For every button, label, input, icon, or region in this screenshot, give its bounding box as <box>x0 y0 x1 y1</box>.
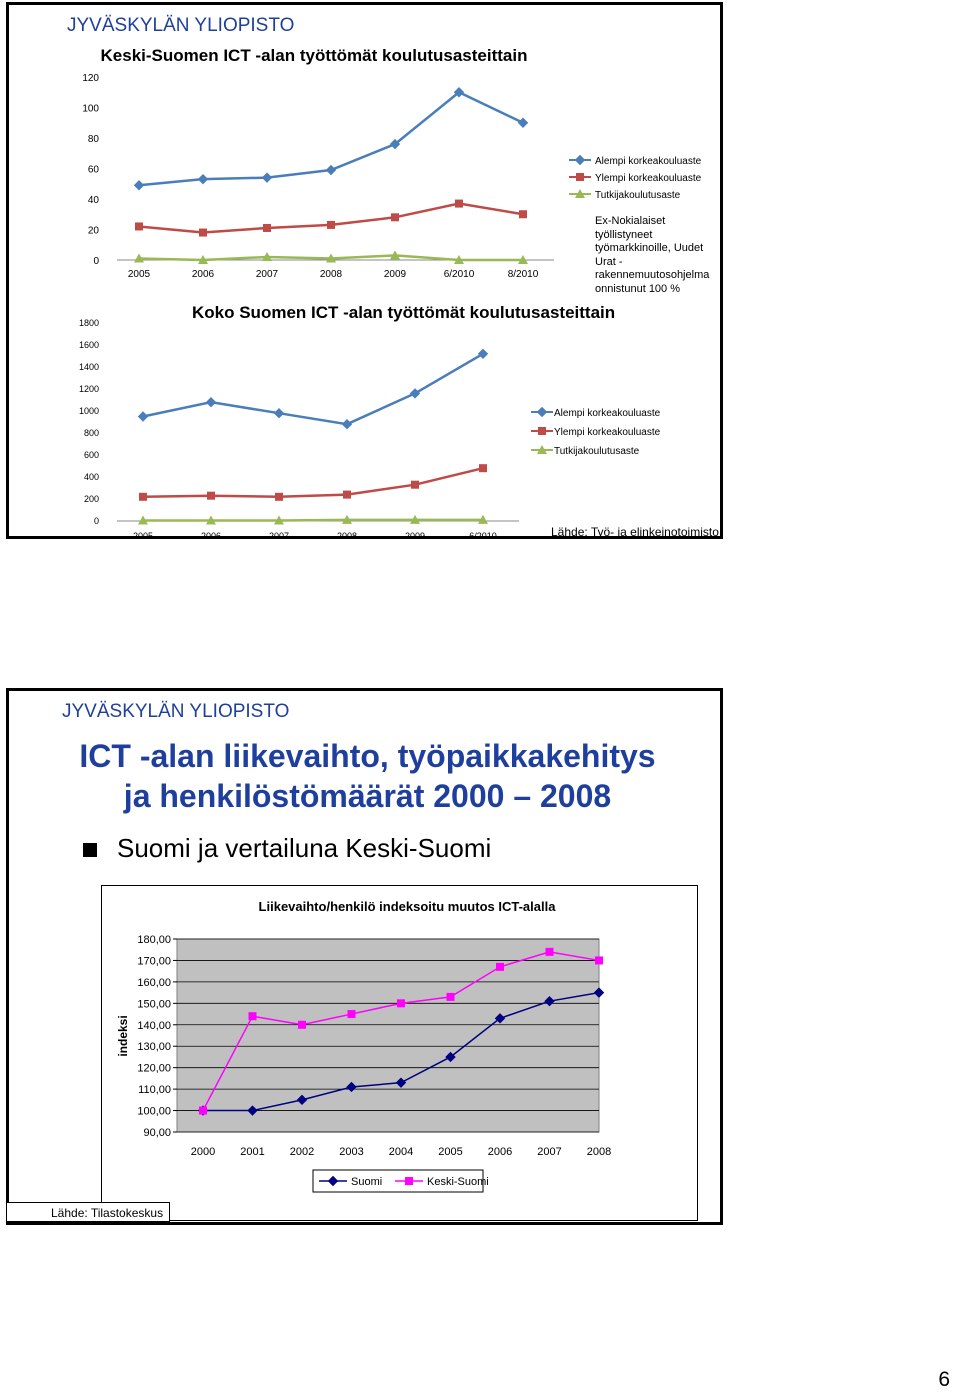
x-tick-label: 2001 <box>240 1146 265 1158</box>
x-tick-label: 2004 <box>388 1146 414 1158</box>
slide-unemployed <box>6 2 723 539</box>
data-point-1-1 <box>207 492 215 500</box>
data-point-1-8 <box>595 956 603 964</box>
y-tick-label: 140,00 <box>137 1019 171 1032</box>
page-number: 6 <box>938 1368 950 1391</box>
y-tick-label: 120 <box>82 73 99 84</box>
chart-title: Liikevaihto/henkilö indeksoitu muutos ICT-alalla <box>258 899 556 914</box>
y-tick-label: 90,00 <box>143 1127 171 1139</box>
data-point-1-3 <box>343 491 351 499</box>
data-point-1-3 <box>348 1010 356 1018</box>
x-tick-label: 2008 <box>336 531 358 541</box>
y-tick-label: 180,00 <box>137 934 171 946</box>
x-tick-label: 6/2010 <box>443 269 475 280</box>
x-tick-label: 8/2010 <box>507 269 539 280</box>
data-point-1-4 <box>411 481 419 489</box>
series-line-0 <box>143 354 483 424</box>
y-tick-label: 20 <box>87 225 99 237</box>
data-point-1-7 <box>546 948 554 956</box>
legend-label: Keski-Suomi <box>427 1176 489 1188</box>
y-tick-label: 600 <box>83 450 99 460</box>
legend-marker <box>538 427 546 435</box>
y-tick-label: 150,00 <box>137 998 171 1011</box>
x-tick-label: 2009 <box>404 531 426 541</box>
series-line-1 <box>143 468 483 497</box>
legend-label: Tutkijakoulutusaste <box>554 446 640 457</box>
data-point-1-5 <box>447 993 455 1001</box>
data-point-1-2 <box>263 224 271 232</box>
y-tick-label: 1600 <box>78 340 99 350</box>
series-line-2 <box>143 520 483 521</box>
x-tick-label: 2005 <box>438 1146 463 1158</box>
university-name: JYVÄSKYLÄN YLIOPISTO <box>62 701 290 722</box>
data-point-1-6 <box>519 210 527 218</box>
x-tick-label: 6/2010 <box>469 531 497 541</box>
y-tick-label: 130,00 <box>137 1041 171 1054</box>
data-point-0-3 <box>327 166 336 175</box>
legend-label: Suomi <box>351 1176 383 1188</box>
x-tick-label: 2005 <box>132 531 154 541</box>
x-tick-label: 2006 <box>200 531 222 541</box>
y-tick-label: 40 <box>87 195 99 206</box>
source-note: Lähde: Työ- ja elinkeinotoimisto <box>551 525 719 539</box>
data-point-1-3 <box>327 221 335 229</box>
y-tick-label: 0 <box>93 256 99 267</box>
data-point-1-1 <box>199 229 207 237</box>
y-axis-label: indeksi <box>116 1015 130 1057</box>
data-point-1-1 <box>249 1012 257 1020</box>
data-point-1-0 <box>199 1107 207 1115</box>
chart-title: Keski-Suomen ICT -alan työttömät koulutusasteittain <box>100 46 528 65</box>
data-point-0-3 <box>343 420 352 429</box>
x-tick-label: 2005 <box>127 269 151 280</box>
y-tick-label: 0 <box>93 516 99 526</box>
data-point-0-1 <box>207 398 216 407</box>
data-point-1-4 <box>397 999 405 1007</box>
data-point-1-6 <box>496 963 504 971</box>
data-point-1-0 <box>139 493 147 501</box>
x-tick-label: 2007 <box>255 269 279 280</box>
legend-label: Ylempi korkeakouluaste <box>595 173 702 184</box>
legend-label: Tutkijakoulutusaste <box>595 190 681 201</box>
x-tick-label: 2009 <box>383 269 407 280</box>
y-tick-label: 170,00 <box>137 955 171 968</box>
data-point-0-1 <box>199 175 208 184</box>
data-point-0-6 <box>519 118 528 127</box>
y-tick-label: 160,00 <box>137 976 171 989</box>
x-tick-label: 2006 <box>487 1146 513 1158</box>
slide-revenue-index <box>6 688 723 1225</box>
y-tick-label: 800 <box>83 428 99 438</box>
source-note: Lähde: Tilastokeskus <box>6 1202 170 1222</box>
y-tick-label: 60 <box>87 164 99 176</box>
y-tick-label: 80 <box>87 134 99 145</box>
data-point-1-4 <box>391 213 399 221</box>
y-tick-label: 1400 <box>78 362 99 372</box>
data-point-0-0 <box>139 412 148 421</box>
y-tick-label: 110,00 <box>138 1084 171 1097</box>
legend-marker <box>576 173 584 181</box>
bullet-text: Suomi ja vertailuna Keski-Suomi <box>117 833 492 863</box>
plot-area <box>177 939 599 1132</box>
x-tick-label: 2007 <box>537 1146 562 1158</box>
y-tick-label: 1200 <box>78 384 99 394</box>
x-tick-label: 2000 <box>190 1146 216 1158</box>
x-tick-label: 2006 <box>191 269 215 280</box>
legend-marker <box>538 408 547 417</box>
data-point-1-5 <box>479 464 487 472</box>
data-point-0-2 <box>263 173 272 182</box>
data-point-1-5 <box>455 200 463 208</box>
data-point-1-2 <box>298 1021 306 1029</box>
data-point-0-2 <box>275 409 284 418</box>
legend-label: Alempi korkeakouluaste <box>595 156 702 167</box>
legend-marker <box>576 156 585 165</box>
heading-line-2: ja henkilöstömäärät 2000 – 2008 <box>123 778 612 814</box>
y-tick-label: 400 <box>83 472 99 482</box>
y-tick-label: 1000 <box>78 406 99 416</box>
x-tick-label: 2008 <box>319 269 343 280</box>
data-point-1-0 <box>135 222 143 230</box>
y-tick-label: 200 <box>83 494 99 504</box>
legend-marker <box>405 1177 413 1185</box>
x-tick-label: 2003 <box>339 1146 364 1158</box>
y-tick-label: 1800 <box>78 318 99 328</box>
legend-label: Alempi korkeakouluaste <box>554 408 661 419</box>
x-tick-label: 2002 <box>289 1146 315 1158</box>
y-tick-label: 120,00 <box>137 1062 171 1075</box>
x-tick-label: 2008 <box>586 1146 612 1158</box>
data-point-0-0 <box>135 181 144 190</box>
data-point-1-2 <box>275 493 283 501</box>
y-tick-label: 100 <box>82 103 99 115</box>
chart-title: Koko Suomen ICT -alan työttömät koulutusasteittain <box>192 303 616 322</box>
nokia-note: Ex-Nokialaiset työllistyneet työmarkkinoille, Uudet Urat - rakennemuutosohjelma onnistunut 100 % <box>595 215 710 295</box>
chart-revenue-index <box>9 691 726 1228</box>
legend-label: Ylempi korkeakouluaste <box>554 427 661 438</box>
heading-line-1: ICT -alan liikevaihto, työpaikkakehitys <box>79 738 656 774</box>
y-tick-label: 100,00 <box>137 1105 171 1118</box>
university-name: JYVÄSKYLÄN YLIOPISTO <box>67 15 295 36</box>
x-tick-label: 2007 <box>268 531 290 541</box>
